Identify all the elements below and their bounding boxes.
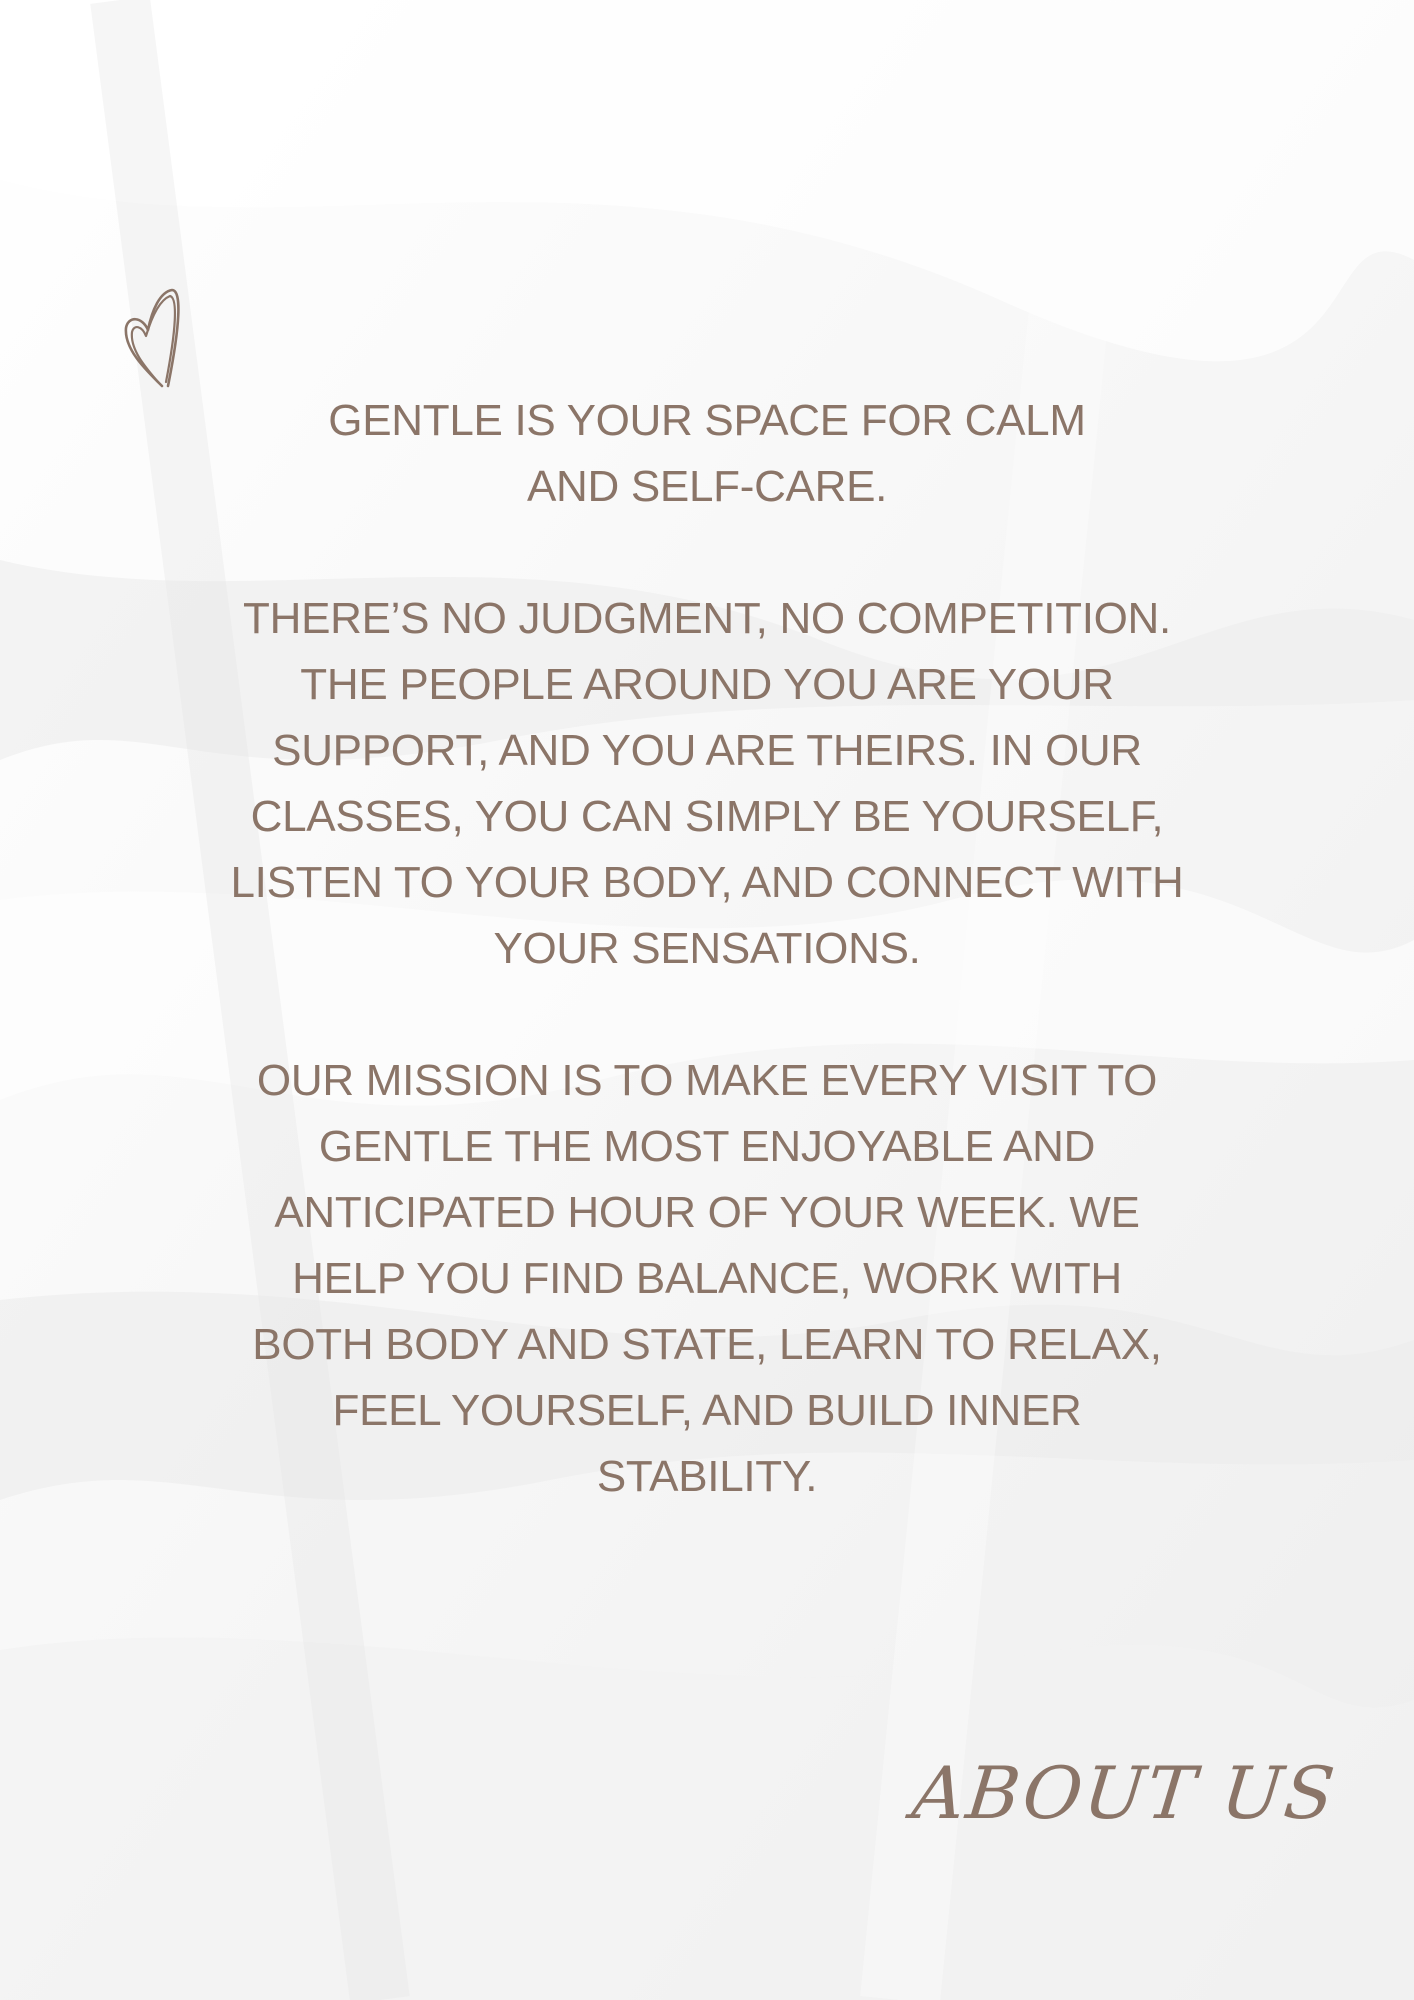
about-text <box>220 388 1194 1576</box>
mission-paragraph: OUR MISSION IS TO MAKE EVERY VISIT TO GENTLE THE MOST ENJOYABLE AND ANTICIPATED HOUR OF YOUR WEEK. WE HELP YOU FIND BALANCE, WORK WITH BOTH BODY AND STATE, LEARN TO RELAX, FEEL YOURSELF, AND BUILD INNER STABILITY. <box>252 1056 1162 1501</box>
page-title: ABOUT US <box>908 1751 1341 1835</box>
heart-icon <box>118 286 188 396</box>
intro-paragraph: GENTLE IS YOUR SPACE FOR CALM AND SELF-CARE. <box>328 396 1086 511</box>
community-paragraph: THERE’S NO JUDGMENT, NO COMPETITION. THE PEOPLE AROUND YOU ARE YOUR SUPPORT, AND YOU ARE THEIRS. IN OUR CLASSES, YOU CAN SIMPLY BE YOURSELF, LISTEN TO YOUR BODY, AND CONNECT WITH YOUR SENSATIONS. <box>230 594 1184 973</box>
